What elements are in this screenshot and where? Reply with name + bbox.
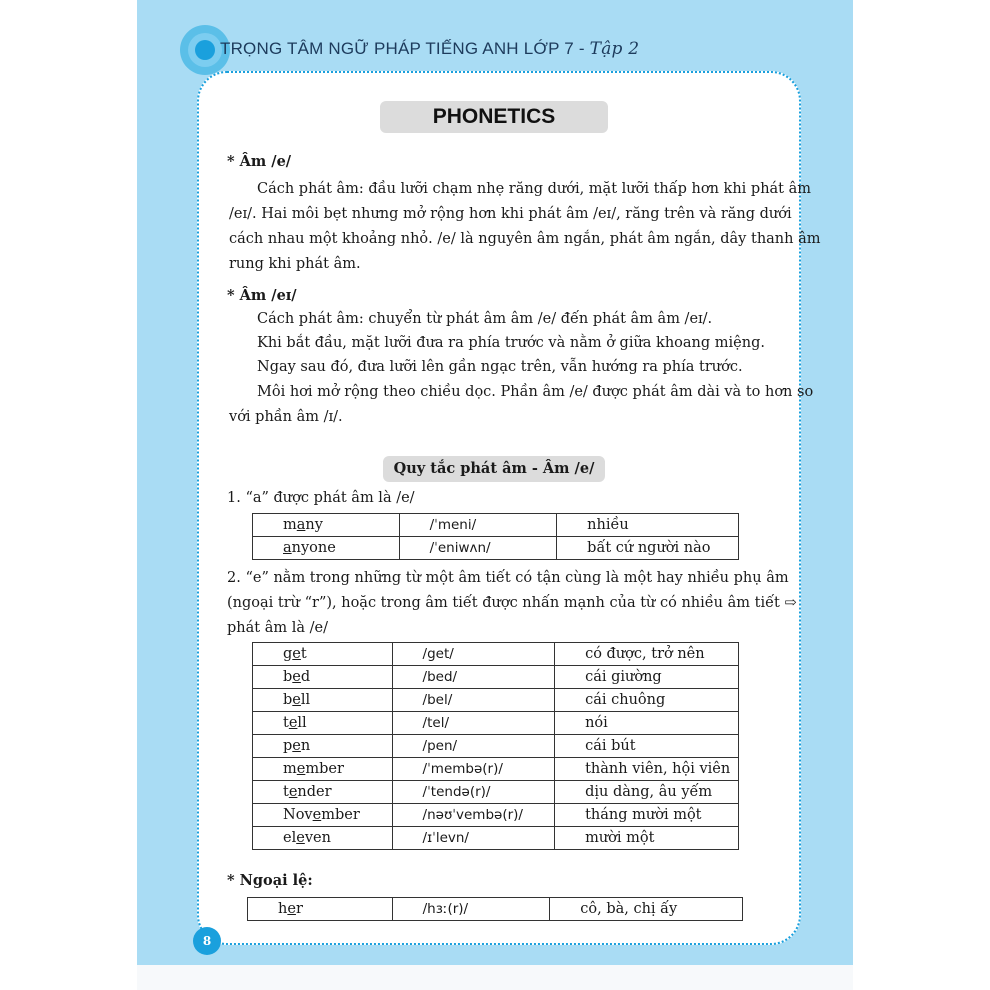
meaning-cell: cô, bà, chị ấy (550, 898, 743, 921)
ipa-cell: /ˈtendə(r)/ (392, 781, 555, 804)
table-row (253, 827, 739, 850)
word-underlined-letter: e (287, 901, 296, 917)
ipa-cell: /nəʊˈvembə(r)/ (392, 804, 555, 827)
word-cell (253, 735, 393, 758)
table-row (253, 643, 739, 666)
table-row (253, 758, 739, 781)
word-part: ll (297, 715, 307, 731)
sound-e-line: cách nhau một khoảng nhỏ. /e/ là nguyên âm ngắn, phát âm ngắn, dây thanh âm (229, 231, 821, 247)
word-part: p (283, 738, 293, 754)
word-part: b (283, 692, 293, 708)
word-part: r (295, 901, 303, 917)
word-cell (248, 898, 393, 921)
meaning-cell: tháng mười một (555, 804, 739, 827)
word-cell (253, 712, 393, 735)
meaning-cell: thành viên, hội viên (555, 758, 739, 781)
table-row (253, 537, 739, 560)
rule2-line: phát âm là /e/ (227, 620, 328, 636)
meaning-cell: có được, trở nên (555, 643, 739, 666)
word-part: g (283, 646, 293, 662)
table-row (253, 804, 739, 827)
word-part: mber (305, 761, 344, 777)
sound-ei-line: Môi hơi mở rộng theo chiều dọc. Phần âm /e/ được phát âm dài và to hơn so (257, 384, 814, 400)
word-cell (253, 514, 400, 537)
book-volume: Tập 2 (589, 39, 640, 59)
word-part: t (283, 715, 289, 731)
word-part: mber (321, 807, 360, 823)
word-part: m (283, 761, 297, 777)
meaning-cell: cái chuông (555, 689, 739, 712)
ipa-cell: /ˈmeni/ (399, 514, 557, 537)
ipa-cell: /tel/ (392, 712, 555, 735)
section-title: PHONETICS (380, 101, 608, 133)
sound-e-line: Cách phát âm: đầu lưỡi chạm nhẹ răng dưới, mặt lưỡi thấp hơn khi phát âm (257, 181, 812, 197)
word-part: el (283, 830, 297, 846)
word-underlined-letter: e (292, 669, 301, 685)
word-part: n (300, 738, 311, 754)
word-underlined-letter: a (296, 517, 306, 533)
rule2-line: (ngoại trừ “r”), hoặc trong âm tiết được nhấn mạnh của từ có nhiều âm tiết ⇨ (227, 595, 797, 611)
word-part: t (300, 646, 307, 662)
exception-heading: * Ngoại lệ: (227, 872, 313, 889)
word-part: h (278, 901, 288, 917)
word-underlined-letter: e (292, 692, 301, 708)
meaning-cell: cái giường (555, 666, 739, 689)
ipa-cell: /bel/ (392, 689, 555, 712)
word-underlined-letter: e (288, 715, 298, 731)
meaning-cell: cái bút (555, 735, 739, 758)
ipa-cell: /ˈeniwʌn/ (399, 537, 557, 560)
table-row (253, 514, 739, 537)
word-part: b (283, 669, 293, 685)
table-row (253, 781, 739, 804)
word-part: m (283, 517, 297, 533)
rule-banner: Quy tắc phát âm - Âm /e/ (383, 456, 605, 482)
table-row (253, 689, 739, 712)
word-cell (253, 804, 393, 827)
sound-ei-line: Cách phát âm: chuyển từ phát âm âm /e/ đến phát âm âm /eɪ/. (257, 311, 713, 327)
rule1-heading: 1. “a” được phát âm là /e/ (227, 490, 415, 506)
word-part: d (300, 669, 311, 685)
book-title-text: TRỌNG TÂM NGỮ PHÁP TIẾNG ANH LỚP 7 - (220, 39, 590, 58)
word-cell (253, 758, 393, 781)
word-part: ll (300, 692, 311, 708)
sound-ei-line: Khi bắt đầu, mặt lưỡi đưa ra phía trước và nằm ở giữa khoang miệng. (257, 335, 765, 351)
table-row (248, 898, 743, 921)
word-underlined-letter: e (288, 784, 298, 800)
word-underlined-letter: e (292, 738, 301, 754)
word-part: t (283, 784, 289, 800)
word-cell (253, 827, 393, 850)
rule2-table (252, 642, 739, 850)
meaning-cell: bất cứ người nào (557, 537, 739, 560)
table-row (253, 735, 739, 758)
sound-ei-line: với phần âm /ɪ/. (229, 409, 343, 425)
table-row (253, 666, 739, 689)
word-underlined-letter: a (283, 540, 292, 556)
meaning-cell: mười một (555, 827, 739, 850)
ipa-cell: /ˈmembə(r)/ (392, 758, 555, 781)
word-cell (253, 643, 393, 666)
rule2-line: 2. “e” nằm trong những từ một âm tiết có tận cùng là một hay nhiều phụ âm (227, 570, 789, 586)
meaning-cell: nhiều (557, 514, 739, 537)
header-circle-inner (195, 40, 215, 60)
sound-e-line: rung khi phát âm. (229, 256, 361, 272)
word-underlined-letter: e (292, 646, 301, 662)
ipa-cell: /ɪˈlevn/ (392, 827, 555, 850)
ipa-cell: /get/ (392, 643, 555, 666)
page-number: 8 (193, 927, 221, 955)
sound-e-line: /eɪ/. Hai môi bẹt nhưng mở rộng hơn khi phát âm /eɪ/, răng trên và răng dưới (229, 206, 792, 222)
word-underlined-letter: e (296, 761, 306, 777)
word-underlined-letter: e (296, 830, 305, 846)
word-cell (253, 781, 393, 804)
word-part: nder (297, 784, 332, 800)
word-part: nyone (291, 540, 336, 556)
word-cell (253, 666, 393, 689)
table-row (253, 712, 739, 735)
word-cell (253, 689, 393, 712)
meaning-cell: nói (555, 712, 739, 735)
ipa-cell: /hɜː(r)/ (392, 898, 550, 921)
book-title (220, 39, 639, 59)
ipa-cell: /pen/ (392, 735, 555, 758)
rule1-table (252, 513, 739, 560)
word-underlined-letter: e (312, 807, 322, 823)
word-cell (253, 537, 400, 560)
word-part: ny (305, 517, 323, 533)
sound-ei-heading: * Âm /eɪ/ (227, 287, 297, 304)
header-bar (180, 25, 853, 75)
sound-ei-line: Ngay sau đó, đưa lưỡi lên gần ngạc trên, vẫn hướng ra phía trước. (257, 359, 743, 375)
word-part: ven (304, 830, 331, 846)
exception-table (247, 897, 743, 921)
word-part: Nov (283, 807, 313, 823)
sound-e-heading: * Âm /e/ (227, 153, 292, 170)
meaning-cell: dịu dàng, âu yếm (555, 781, 739, 804)
ipa-cell: /bed/ (392, 666, 555, 689)
